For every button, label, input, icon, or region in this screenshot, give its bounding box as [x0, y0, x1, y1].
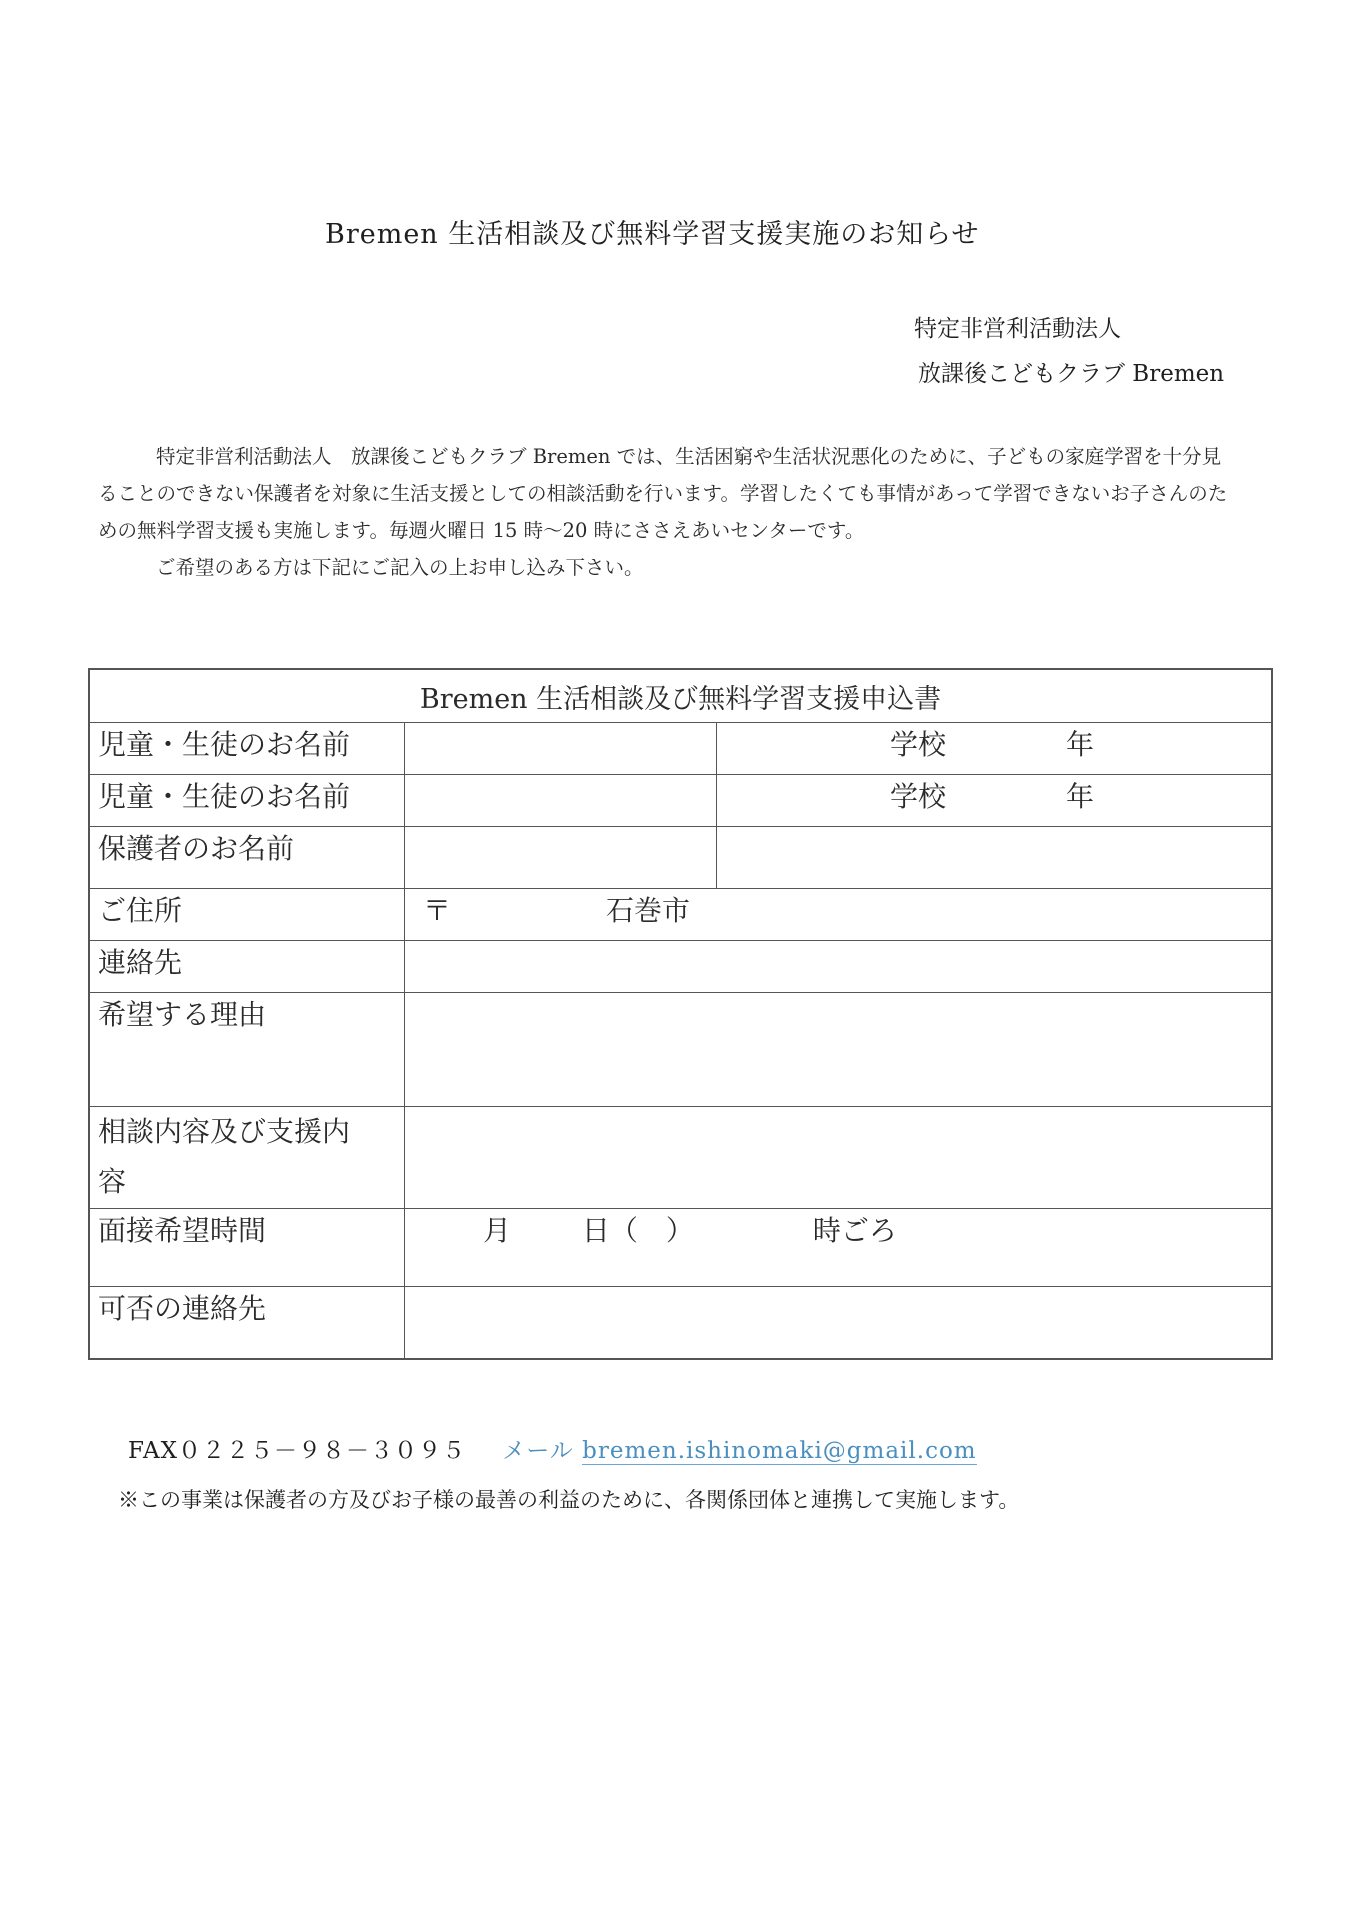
consult-label-line1: 相談内容及び支援内	[98, 1115, 351, 1148]
child2-label: 児童・生徒のお名前	[89, 775, 405, 827]
grade-label: 年	[1066, 728, 1095, 761]
guardian-extra-field[interactable]	[717, 827, 1273, 889]
address-label: ご住所	[89, 889, 405, 941]
application-form	[88, 668, 1273, 1360]
day-label: 日（ ）	[581, 1214, 694, 1247]
address-field[interactable]	[405, 889, 1273, 941]
form-header-row	[89, 669, 1272, 723]
reason-label: 希望する理由	[89, 993, 405, 1107]
child2-name-field[interactable]	[405, 775, 717, 827]
school-label: 学校	[890, 780, 947, 813]
guardian-row	[89, 827, 1272, 889]
city-name: 石巻市	[606, 894, 691, 927]
page-title: Bremen 生活相談及び無料学習支援実施のお知らせ	[325, 219, 980, 250]
guardian-label: 保護者のお名前	[89, 827, 405, 889]
organization-name: 放課後こどもクラブ Bremen	[918, 361, 1225, 387]
month-label: 月	[483, 1214, 512, 1247]
child1-school-field[interactable]	[717, 723, 1273, 775]
guardian-name-field[interactable]	[405, 827, 717, 889]
child1-name-field[interactable]	[405, 723, 717, 775]
consult-label	[89, 1107, 405, 1209]
contact-info	[128, 1432, 977, 1465]
grade-label: 年	[1066, 780, 1095, 813]
school-label: 学校	[890, 728, 947, 761]
organization-type: 特定非営利活動法人	[914, 316, 1121, 342]
consult-field[interactable]	[405, 1107, 1273, 1209]
form-header: Bremen 生活相談及び無料学習支援申込書	[89, 669, 1272, 723]
mail-label: メール	[502, 1438, 574, 1464]
postal-mark: 〒	[423, 894, 452, 927]
address-row	[89, 889, 1272, 941]
footer-note: ※この事業は保護者の方及びお子様の最善の利益のために、各関係団体と連携して実施します。	[118, 1488, 1020, 1512]
reason-field[interactable]	[405, 993, 1273, 1107]
interview-row	[89, 1209, 1272, 1287]
reason-row	[89, 993, 1272, 1107]
contact-row	[89, 941, 1272, 993]
result-contact-field[interactable]	[405, 1287, 1273, 1359]
result-contact-label: 可否の連絡先	[89, 1287, 405, 1359]
email-link[interactable]: bremen.ishinomaki@gmail.com	[582, 1438, 977, 1464]
consult-row	[89, 1107, 1272, 1209]
time-label: 時ごろ	[812, 1214, 897, 1247]
child1-label: 児童・生徒のお名前	[89, 723, 405, 775]
contact-field[interactable]	[405, 941, 1273, 993]
child2-school-field[interactable]	[717, 775, 1273, 827]
intro-text	[98, 438, 1228, 586]
child1-row	[89, 723, 1272, 775]
interview-label: 面接希望時間	[89, 1209, 405, 1287]
result-contact-row	[89, 1287, 1272, 1359]
contact-label: 連絡先	[89, 941, 405, 993]
interview-time-field[interactable]	[405, 1209, 1273, 1287]
intro-paragraph: 特定非営利活動法人 放課後こどもクラブ Bremen では、生活困窮や生活状況悪化のために、子どもの家庭学習を十分見ることのできない保護者を対象に生活支援としての相談活動を行います。学習したくても事情があって学習できないお子さんのための無料学習支援も実施します。毎週火曜日 15 時～20 時にささえあいセンターです。	[98, 445, 1228, 542]
child2-row	[89, 775, 1272, 827]
intro-instruction: ご希望のある方は下記にご記入の上お申し込み下さい。	[156, 556, 644, 579]
consult-label-line2: 容	[98, 1165, 127, 1198]
fax-number: FAX０２２５－９８－３０９５	[128, 1438, 466, 1464]
